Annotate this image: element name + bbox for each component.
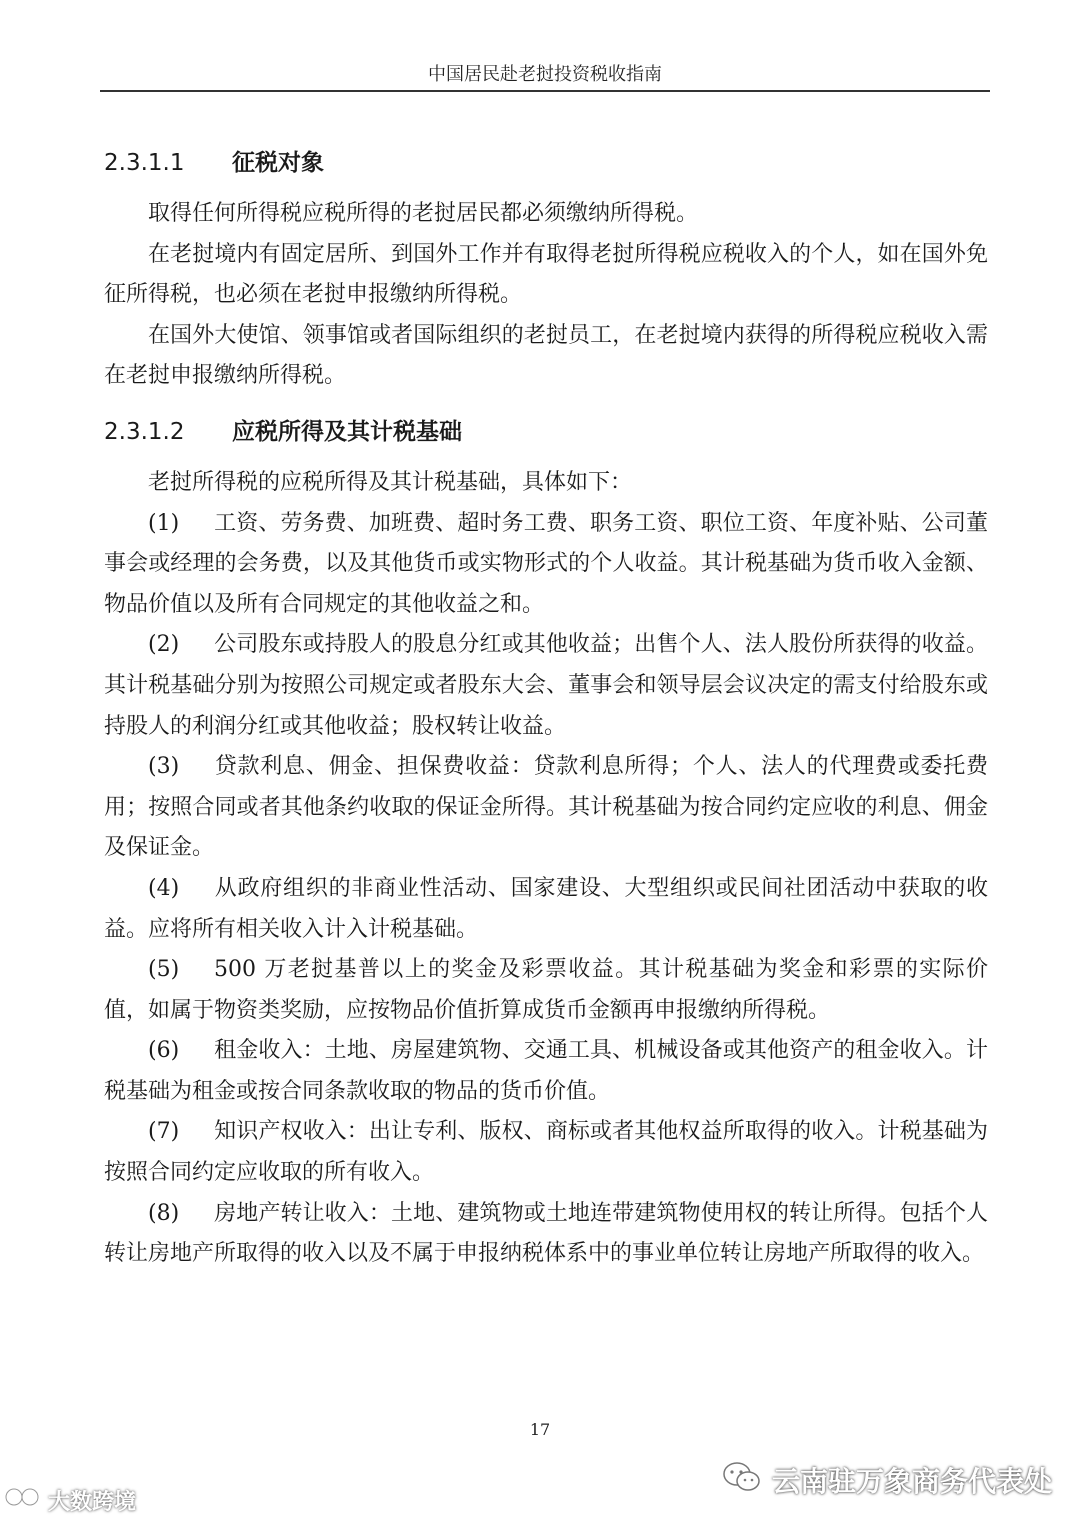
list-item-text: 公司股东或持股人的股息分红或其他收益；出售个人、法人股份所获得的收益。其计税基础分别为按照公司规定或者股东大会、董事会和领导层会议决定的需支付给股东或持股人的利润分红或其他收益；股权转让收益。 xyxy=(104,632,988,739)
list-item-text: 知识产权收入：出让专利、版权、商标或者其他权益所取得的收入。计税基础为按照合同约定应收取的所有收入。 xyxy=(104,1119,988,1186)
list-item-index: (4) xyxy=(148,875,180,901)
list-item-index: (3) xyxy=(148,754,180,780)
brand-logo-icon xyxy=(4,1484,44,1516)
header-rule xyxy=(100,90,990,92)
section-number: 2.3.1.1 xyxy=(104,150,185,176)
paragraph: 在老挝境内有固定居所、到国外工作并有取得老挝所得税应税收入的个人，如在国外免征所得税，也必须在老挝申报缴纳所得税。 xyxy=(104,241,988,308)
watermark-left-text: 大数跨境 xyxy=(48,1489,137,1515)
list-item-text: 租金收入：土地、房屋建筑物、交通工具、机械设备或其他资产的租金收入。计税基础为租金或按合同条款收取的物品的货币价值。 xyxy=(104,1038,988,1104)
section-number: 2.3.1.2 xyxy=(104,418,185,445)
page-number: 17 xyxy=(529,1420,551,1439)
paragraph: 在国外大使馆、领事馆或者国际组织的老挝员工，在老挝境内获得的所得税应税收入需在老挝申报缴纳所得税。 xyxy=(104,322,988,389)
list-item-index: (5) xyxy=(148,957,180,983)
section-title: 应税所得及其计税基础 xyxy=(232,418,462,445)
paragraph: 取得任何所得税应税所得的老挝居民都必须缴纳所得税。 xyxy=(148,201,699,226)
watermark-left xyxy=(4,1480,136,1520)
list-item xyxy=(104,504,988,626)
list-item xyxy=(104,950,988,1031)
list-item-index: (6) xyxy=(148,1038,180,1064)
section-heading-2-3-1-2 xyxy=(104,409,988,463)
watermark-right xyxy=(722,1458,1052,1502)
section-title: 征税对象 xyxy=(232,150,324,176)
list-item xyxy=(104,1112,988,1193)
list-item-text: 贷款利息、佣金、担保费收益：贷款利息所得；个人、法人的代理费或委托费用；按照合同或者其他条约收取的保证金所得。其计税基础为按合同约定应收的利息、佣金及保证金。 xyxy=(104,754,988,861)
list-item-text: 工资、劳务费、加班费、超时务工费、职务工资、职位工资、年度补贴、公司董事会或经理的会务费，以及其他货币或实物形式的个人收益。其计税基础为货币收入金额、物品价值以及所有合同规定的其他收益之和。 xyxy=(104,510,988,617)
running-header: 中国居民赴老挝投资税收指南 xyxy=(428,64,662,85)
list-item-index: (1) xyxy=(148,510,180,536)
list-item xyxy=(104,625,988,747)
list-item-index: (8) xyxy=(148,1200,180,1226)
list-item-text: 房地产转让收入：土地、建筑物或土地连带建筑物使用权的转让所得。包括个人转让房地产所取得的收入以及不属于申报纳税体系中的事业单位转让房地产所取得的收入。 xyxy=(104,1200,988,1267)
wechat-icon xyxy=(722,1460,762,1501)
watermark-right-text: 云南驻万象商务代表处 xyxy=(772,1465,1053,1498)
section-heading-2-3-1-1 xyxy=(104,140,988,194)
list-item xyxy=(104,747,988,869)
intro-paragraph: 老挝所得税的应税所得及其计税基础，具体如下： xyxy=(148,469,633,495)
list-item-text: 500 万老挝基普以上的奖金及彩票收益。其计税基础为奖金和彩票的实际价值，如属于物资类奖励，应按物品价值折算成货币金额再申报缴纳所得税。 xyxy=(104,957,988,1023)
list-item-text: 从政府组织的非商业性活动、国家建设、大型组织或民间社团活动中获取的收益。应将所有相关收入计入计税基础。 xyxy=(104,875,988,942)
list-item xyxy=(104,1031,988,1112)
list-item xyxy=(104,1194,988,1275)
list-item xyxy=(104,869,988,950)
page-content xyxy=(104,140,988,1275)
list-item-index: (7) xyxy=(148,1119,180,1145)
list-item-index: (2) xyxy=(148,632,180,658)
